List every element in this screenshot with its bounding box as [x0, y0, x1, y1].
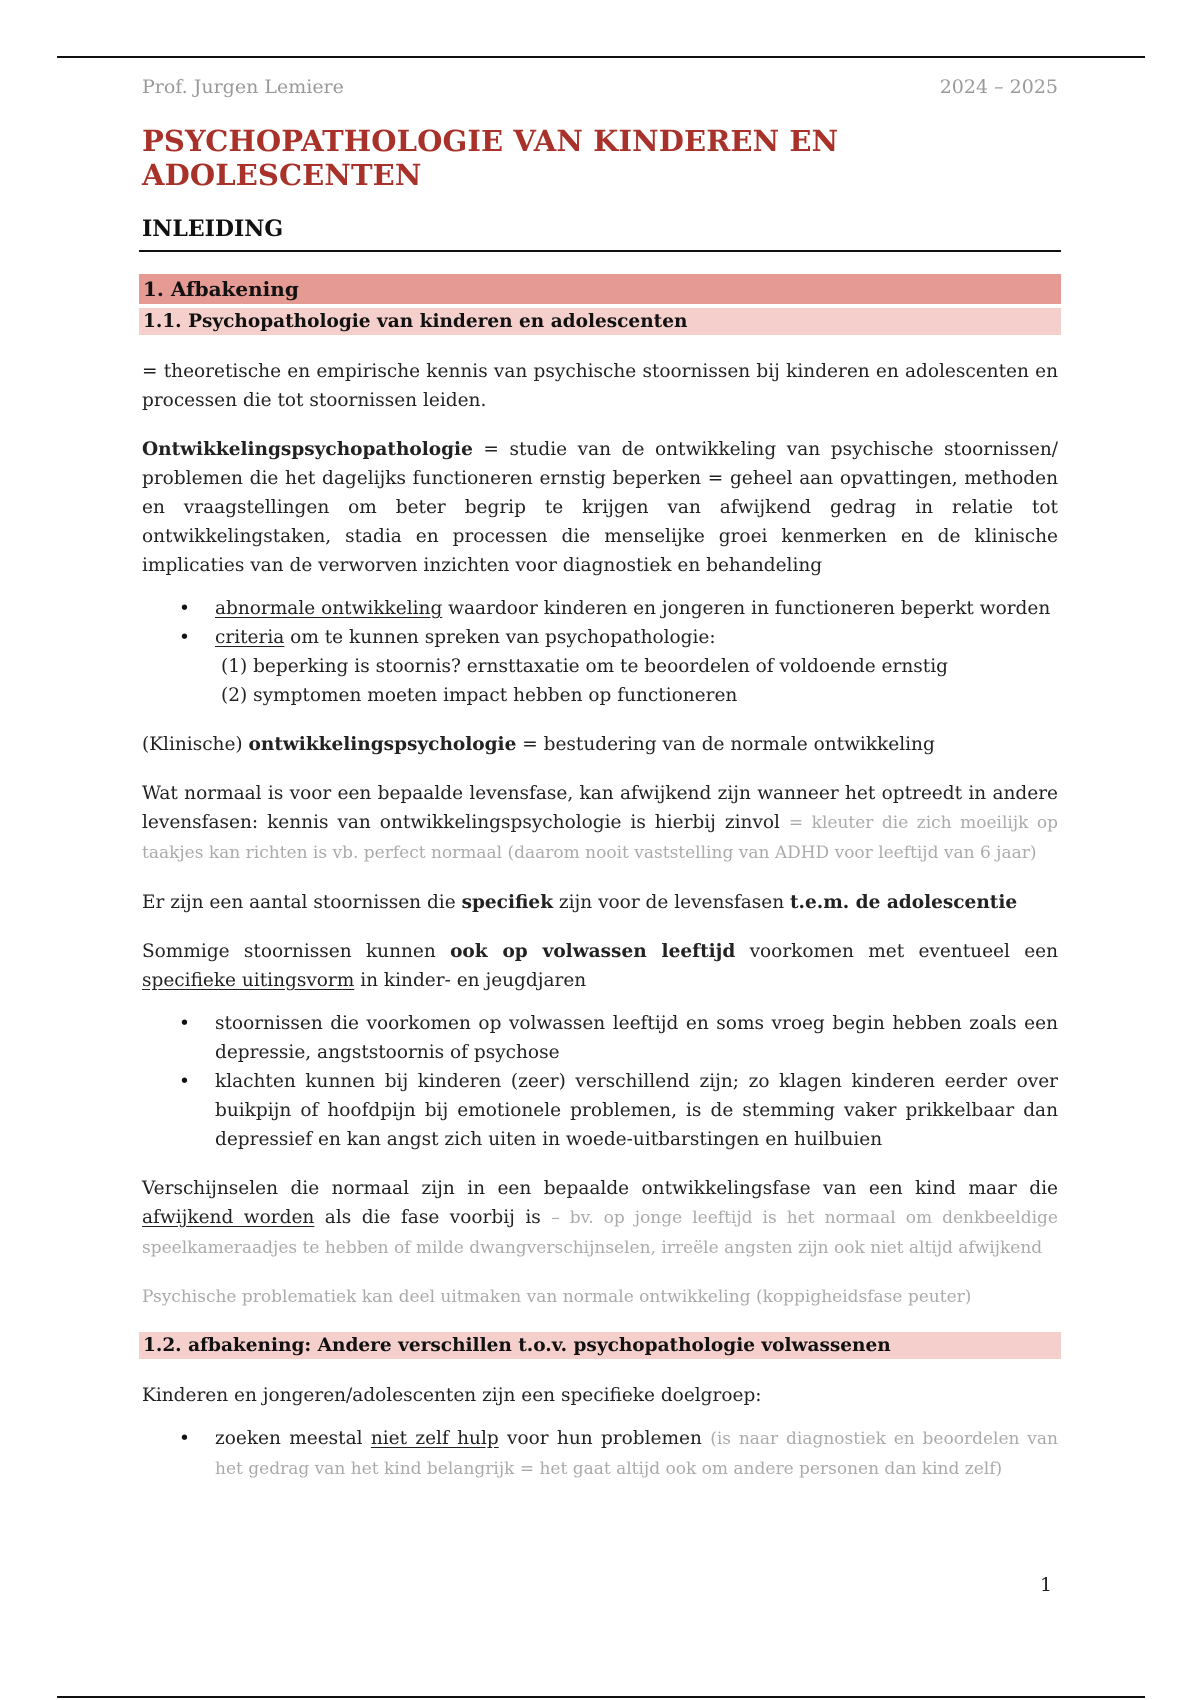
example-note: = kleuter die zich moeilijk op taakjes kan richten is vb. perfect normaal (daarom nooit vaststelling van ADHD voor leeftijd van 6 jaar) — [142, 813, 1058, 863]
chapter-heading: INLEIDING — [139, 216, 1061, 252]
adult-disorders-list — [142, 1009, 1058, 1154]
target-group-intro: Kinderen en jongeren/adolescenten zijn een specifieke doelgroep: — [142, 1385, 762, 1406]
term: Ontwikkelingspsychopathologie — [142, 439, 473, 460]
subsection-heading-1-2: 1.2. afbakening: Andere verschillen t.o.v. psychopathologie volwassenen — [139, 1332, 1061, 1359]
list-item: • klachten kunnen bij kinderen (zeer) verschillend zijn; zo klagen kinderen eerder over buikpijn of hoofdpijn bij emotionele problemen, is de stemming vaker prikkelbaar dan depressief en kan angst zich uiten in woede-uitbarstingen en huilbuien — [215, 1067, 1058, 1154]
psychic-problems-note: Psychische problematiek kan deel uitmaken van normale ontwikkeling (koppigheidsfase peuter) — [142, 1287, 972, 1307]
running-header — [142, 76, 1058, 98]
example-note: (is naar diagnostiek en beoordelen van het gedrag van het kind belangrijk = het gaat altijd ook om andere personen dan kind zelf) — [215, 1429, 1058, 1479]
page-number: 1 — [1040, 1574, 1053, 1596]
numbered-criteria — [215, 652, 1058, 710]
subsection-heading-1-1: 1.1. Psychopathologie van kinderen en adolescenten — [139, 308, 1061, 335]
bottom-rule — [57, 1696, 1145, 1698]
target-group-list — [142, 1424, 1058, 1484]
ontwikkelingspsychopathologie-paragraph: Ontwikkelingspsychopathologie = studie van de ontwikkeling van psychische stoornissen/ problemen die het dagelijks functioneren ernstig beperken = geheel aan opvattingen, methoden en vraagstellingen om beter begrip te krijgen van afwijkend gedrag in relatie tot ontwikkelingstaken, stadia en processen die menselijke groei kenmerken en de klinische implicaties van de verworven inzichten voor diagnostiek en behandeling — [142, 439, 1058, 576]
list-item: • stoornissen die voorkomen op volwassen leeftijd en soms vroeg begin hebben zoals een depressie, angststoornis of psychose — [215, 1009, 1058, 1067]
list-item: • criteria om te kunnen spreken van psychopathologie: (1) beperking is stoornis? ernsttaxatie om te beoordelen of voldoende ernstig (2) symptomen moeten impact hebben op functioneren — [215, 623, 1058, 710]
ontwikkelingspsychologie-paragraph: (Klinische) ontwikkelingspsychologie = bestudering van de normale ontwikkeling — [142, 734, 935, 755]
document-title: PSYCHOPATHOLOGIE VAN KINDEREN EN ADOLESCENTEN — [142, 124, 839, 192]
academic-year: 2024 – 2025 — [939, 76, 1058, 98]
section-heading-1: 1. Afbakening — [139, 274, 1061, 304]
normal-phase-paragraph: Wat normaal is voor een bepaalde levensfase, kan afwijkend zijn wanneer het optreedt in andere levensfasen: kennis van ontwikkelingspsychologie is hierbij zinvol = kleuter die zich moeilijk op taakjes kan richten is vb. perfect normaal (daarom nooit vaststelling van ADHD voor leeftijd van 6 jaar) — [142, 783, 1058, 863]
author: Prof. Jurgen Lemiere — [142, 76, 344, 98]
criterion-2: (2) symptomen moeten impact hebben op functioneren — [221, 685, 738, 706]
definition-paragraph: = theoretische en empirische kennis van psychische stoornissen bij kinderen en adolescenten en processen die tot stoornissen leiden. — [142, 361, 1058, 411]
criterion-1: (1) beperking is stoornis? ernsttaxatie om te beoordelen of voldoende ernstig — [221, 656, 948, 677]
list-item: • zoeken meestal niet zelf hulp voor hun problemen (is naar diagnostiek en beoordelen van het gedrag van het kind belangrijk = het gaat altijd ook om andere personen dan kind zelf) — [215, 1424, 1058, 1484]
phenomena-paragraph: Verschijnselen die normaal zijn in een bepaalde ontwikkelingsfase van een kind maar die afwijkend worden als die fase voorbij is – bv. op jonge leeftijd is het normaal om denkbeeldige speelkameraadjes te hebben of milde dwangverschijnselen, irreële angsten zijn ook niet altijd afwijkend — [142, 1178, 1058, 1258]
top-rule — [57, 56, 1145, 58]
list-item: • abnormale ontwikkeling waardoor kinderen en jongeren in functioneren beperkt worden — [215, 594, 1058, 623]
criteria-list — [142, 594, 1058, 710]
page-content — [142, 76, 1058, 1504]
example-note: – bv. op jonge leeftijd is het normaal om denkbeeldige speelkameraadjes te hebben of milde dwangverschijnselen, irreële angsten zijn ook niet altijd afwijkend — [142, 1208, 1058, 1258]
specific-disorders-paragraph: Er zijn een aantal stoornissen die specifiek zijn voor de levensfasen t.e.m. de adolescentie — [142, 892, 1018, 913]
adult-disorders-paragraph: Sommige stoornissen kunnen ook op volwassen leeftijd voorkomen met eventueel een specifieke uitingsvorm in kinder- en jeugdjaren — [142, 941, 1059, 991]
